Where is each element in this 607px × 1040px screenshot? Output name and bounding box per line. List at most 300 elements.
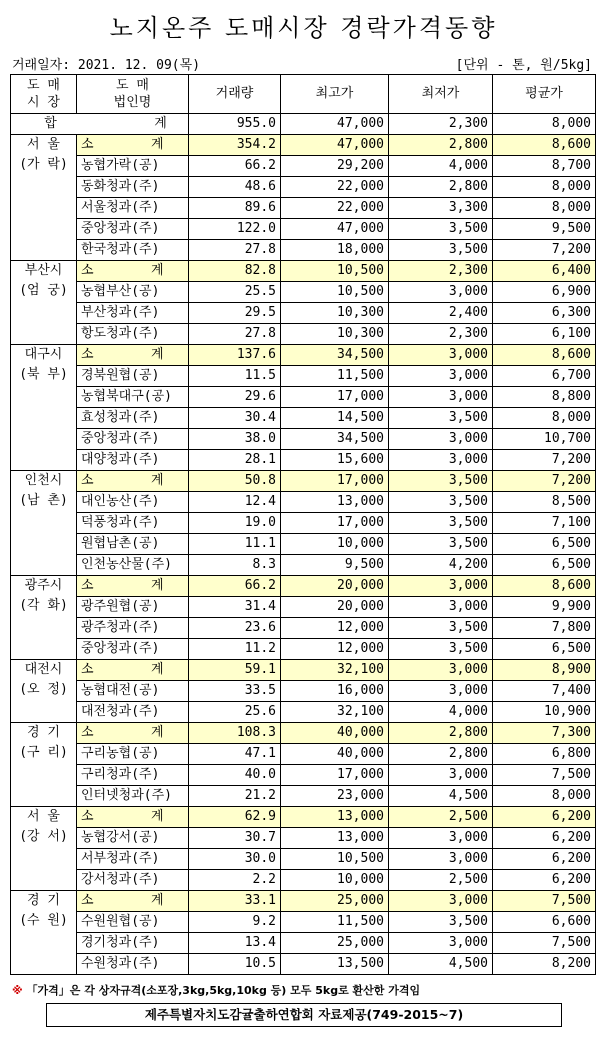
table-row	[11, 639, 596, 660]
subtotal-label	[77, 135, 189, 156]
market-name	[11, 723, 77, 807]
cell-avg: 8,900	[493, 660, 596, 681]
subtotal-row	[11, 807, 596, 828]
cell-max: 17,000	[281, 471, 389, 492]
subtotal-label	[77, 471, 189, 492]
cell-volume: 38.0	[189, 429, 281, 450]
market-name-line1: 광주시	[24, 578, 63, 593]
cell-volume: 25.6	[189, 702, 281, 723]
cell-max: 32,100	[281, 702, 389, 723]
table-row	[11, 387, 596, 408]
cell-avg: 6,700	[493, 366, 596, 387]
note-text: 「가격」은 각 상자규격(소포장,3kg,5kg,10kg 등) 모두 5kg로 환산한 가격임	[26, 984, 421, 997]
market-name-line2: (각 화)	[19, 598, 68, 613]
cell-max: 10,300	[281, 303, 389, 324]
cell-min: 3,000	[389, 660, 493, 681]
subtotal-label-b: 계	[151, 725, 164, 740]
cell-max: 17,000	[281, 387, 389, 408]
table-row	[11, 408, 596, 429]
corp-name: 중앙청과(주)	[77, 429, 189, 450]
cell-volume: 9.2	[189, 912, 281, 933]
cell-min: 4,000	[389, 702, 493, 723]
cell-volume: 137.6	[189, 345, 281, 366]
cell-volume: 50.8	[189, 471, 281, 492]
cell-min: 3,000	[389, 681, 493, 702]
table-row	[11, 765, 596, 786]
cell-min: 2,300	[389, 324, 493, 345]
total-label: 합 계	[11, 114, 189, 135]
table-row	[11, 933, 596, 954]
cell-min: 3,500	[389, 639, 493, 660]
cell-max: 10,500	[281, 261, 389, 282]
subtotal-label-a: 소	[81, 578, 94, 593]
cell-avg: 6,100	[493, 324, 596, 345]
table-row	[11, 219, 596, 240]
subtotal-row	[11, 345, 596, 366]
cell-max: 16,000	[281, 681, 389, 702]
market-name	[11, 891, 77, 975]
table-row	[11, 513, 596, 534]
cell-avg: 8,600	[493, 576, 596, 597]
cell-volume: 31.4	[189, 597, 281, 618]
corp-name: 농협대전(공)	[77, 681, 189, 702]
cell-avg: 7,800	[493, 618, 596, 639]
corp-name: 한국청과(주)	[77, 240, 189, 261]
market-name-line1: 경 기	[27, 725, 60, 740]
subtotal-row	[11, 261, 596, 282]
cell-min: 3,500	[389, 912, 493, 933]
total-volume: 955.0	[189, 114, 281, 135]
header-volume: 거래량	[189, 75, 281, 114]
table-row	[11, 618, 596, 639]
cell-max: 10,500	[281, 849, 389, 870]
cell-min: 4,000	[389, 156, 493, 177]
cell-max: 47,000	[281, 219, 389, 240]
cell-min: 3,000	[389, 597, 493, 618]
cell-max: 20,000	[281, 576, 389, 597]
market-name-line1: 부산시	[24, 263, 63, 278]
cell-max: 17,000	[281, 765, 389, 786]
market-name	[11, 471, 77, 576]
cell-max: 12,000	[281, 618, 389, 639]
subtotal-label	[77, 891, 189, 912]
cell-max: 23,000	[281, 786, 389, 807]
total-avg: 8,000	[493, 114, 596, 135]
corp-name: 중앙청과(주)	[77, 639, 189, 660]
cell-avg: 8,700	[493, 156, 596, 177]
table-row	[11, 954, 596, 975]
subtotal-label-a: 소	[81, 893, 94, 908]
cell-volume: 11.5	[189, 366, 281, 387]
header-max: 최고가	[281, 75, 389, 114]
subtotal-label-b: 계	[151, 809, 164, 824]
cell-max: 34,500	[281, 429, 389, 450]
subtotal-label-a: 소	[81, 263, 94, 278]
cell-volume: 12.4	[189, 492, 281, 513]
cell-volume: 30.4	[189, 408, 281, 429]
cell-min: 2,500	[389, 807, 493, 828]
cell-volume: 27.8	[189, 240, 281, 261]
cell-volume: 48.6	[189, 177, 281, 198]
cell-volume: 28.1	[189, 450, 281, 471]
market-name-line2: (수 원)	[19, 913, 68, 928]
header-market: 도 매 시 장	[11, 75, 77, 114]
table-meta	[12, 54, 592, 72]
cell-max: 15,600	[281, 450, 389, 471]
cell-volume: 89.6	[189, 198, 281, 219]
cell-volume: 30.0	[189, 849, 281, 870]
subtotal-label-b: 계	[151, 893, 164, 908]
table-row	[11, 429, 596, 450]
market-name	[11, 660, 77, 723]
cell-volume: 23.6	[189, 618, 281, 639]
table-row	[11, 702, 596, 723]
cell-min: 3,500	[389, 618, 493, 639]
market-name-line1: 대전시	[24, 662, 63, 677]
subtotal-label-b: 계	[151, 263, 164, 278]
cell-avg: 10,900	[493, 702, 596, 723]
cell-avg: 6,500	[493, 534, 596, 555]
table-row	[11, 534, 596, 555]
cell-min: 4,500	[389, 954, 493, 975]
cell-volume: 47.1	[189, 744, 281, 765]
subtotal-label	[77, 660, 189, 681]
subtotal-label-b: 계	[151, 662, 164, 677]
cell-volume: 11.1	[189, 534, 281, 555]
subtotal-label	[77, 345, 189, 366]
cell-avg: 7,500	[493, 933, 596, 954]
cell-volume: 66.2	[189, 156, 281, 177]
market-name-line1: 경 기	[27, 893, 60, 908]
corp-name: 인터넷청과(주)	[77, 786, 189, 807]
cell-avg: 6,200	[493, 849, 596, 870]
subtotal-label	[77, 807, 189, 828]
table-row	[11, 366, 596, 387]
cell-avg: 8,500	[493, 492, 596, 513]
table-row	[11, 597, 596, 618]
cell-min: 3,000	[389, 576, 493, 597]
cell-min: 3,000	[389, 345, 493, 366]
cell-max: 11,500	[281, 912, 389, 933]
corp-name: 대인농산(주)	[77, 492, 189, 513]
corp-name: 농협강서(공)	[77, 828, 189, 849]
table-row	[11, 744, 596, 765]
market-name	[11, 345, 77, 471]
cell-min: 3,000	[389, 933, 493, 954]
subtotal-label-a: 소	[81, 662, 94, 677]
cell-volume: 33.1	[189, 891, 281, 912]
cell-max: 14,500	[281, 408, 389, 429]
cell-max: 40,000	[281, 744, 389, 765]
price-table	[10, 74, 596, 975]
subtotal-row	[11, 135, 596, 156]
cell-avg: 8,000	[493, 408, 596, 429]
corp-name: 구리청과(주)	[77, 765, 189, 786]
cell-volume: 21.2	[189, 786, 281, 807]
cell-volume: 10.5	[189, 954, 281, 975]
corp-name: 수원원협(공)	[77, 912, 189, 933]
corp-name: 부산청과(주)	[77, 303, 189, 324]
cell-volume: 8.3	[189, 555, 281, 576]
cell-min: 3,500	[389, 492, 493, 513]
trade-date: 거래일자: 2021. 12. 09(목)	[12, 58, 201, 73]
table-row	[11, 177, 596, 198]
cell-avg: 7,500	[493, 765, 596, 786]
cell-avg: 6,500	[493, 555, 596, 576]
cell-volume: 354.2	[189, 135, 281, 156]
subtotal-row	[11, 660, 596, 681]
cell-max: 10,500	[281, 282, 389, 303]
cell-avg: 6,500	[493, 639, 596, 660]
cell-avg: 9,900	[493, 597, 596, 618]
corp-name: 수원청과(주)	[77, 954, 189, 975]
subtotal-label-b: 계	[151, 137, 164, 152]
market-name-line2: (엄 궁)	[19, 283, 68, 298]
subtotal-label-b: 계	[151, 578, 164, 593]
table-row	[11, 870, 596, 891]
subtotal-label	[77, 723, 189, 744]
corp-name: 항도청과(주)	[77, 324, 189, 345]
cell-min: 2,800	[389, 177, 493, 198]
table-row	[11, 492, 596, 513]
cell-max: 13,500	[281, 954, 389, 975]
subtotal-row	[11, 723, 596, 744]
cell-min: 2,800	[389, 135, 493, 156]
cell-avg: 7,500	[493, 891, 596, 912]
cell-min: 3,500	[389, 471, 493, 492]
subtotal-label-b: 계	[151, 473, 164, 488]
cell-max: 25,000	[281, 891, 389, 912]
cell-avg: 6,900	[493, 282, 596, 303]
subtotal-row	[11, 471, 596, 492]
cell-volume: 29.6	[189, 387, 281, 408]
cell-max: 11,500	[281, 366, 389, 387]
header-min: 최저가	[389, 75, 493, 114]
corp-name: 농협북대구(공)	[77, 387, 189, 408]
cell-min: 2,500	[389, 870, 493, 891]
cell-min: 3,000	[389, 828, 493, 849]
subtotal-label-a: 소	[81, 137, 94, 152]
table-row	[11, 912, 596, 933]
cell-avg: 8,000	[493, 177, 596, 198]
cell-volume: 11.2	[189, 639, 281, 660]
cell-max: 13,000	[281, 807, 389, 828]
cell-min: 3,000	[389, 849, 493, 870]
cell-avg: 7,400	[493, 681, 596, 702]
cell-avg: 8,200	[493, 954, 596, 975]
cell-volume: 30.7	[189, 828, 281, 849]
table-row	[11, 156, 596, 177]
corp-name: 서부청과(주)	[77, 849, 189, 870]
cell-max: 13,000	[281, 828, 389, 849]
cell-max: 13,000	[281, 492, 389, 513]
corp-name: 대전청과(주)	[77, 702, 189, 723]
market-name-line2: (구 리)	[19, 745, 68, 760]
cell-min: 3,000	[389, 366, 493, 387]
table-row	[11, 198, 596, 219]
cell-min: 4,200	[389, 555, 493, 576]
table-row	[11, 240, 596, 261]
corp-name: 농협부산(공)	[77, 282, 189, 303]
corp-name: 농협가락(공)	[77, 156, 189, 177]
cell-min: 3,000	[389, 765, 493, 786]
market-name-line2: (강 서)	[19, 829, 68, 844]
cell-volume: 27.8	[189, 324, 281, 345]
cell-max: 17,000	[281, 513, 389, 534]
corp-name: 경기청과(주)	[77, 933, 189, 954]
cell-avg: 9,500	[493, 219, 596, 240]
cell-min: 2,800	[389, 744, 493, 765]
corp-name: 광주원협(공)	[77, 597, 189, 618]
cell-max: 32,100	[281, 660, 389, 681]
cell-avg: 8,000	[493, 198, 596, 219]
table-row	[11, 786, 596, 807]
cell-max: 34,500	[281, 345, 389, 366]
subtotal-row	[11, 891, 596, 912]
header-row	[11, 75, 596, 114]
cell-min: 3,300	[389, 198, 493, 219]
market-name-line2: (가 락)	[19, 157, 68, 172]
cell-volume: 33.5	[189, 681, 281, 702]
cell-max: 20,000	[281, 597, 389, 618]
total-max: 47,000	[281, 114, 389, 135]
market-name-line2: (북 부)	[19, 367, 68, 382]
cell-avg: 7,200	[493, 240, 596, 261]
table-row	[11, 303, 596, 324]
subtotal-label-a: 소	[81, 725, 94, 740]
cell-avg: 6,800	[493, 744, 596, 765]
subtotal-label	[77, 261, 189, 282]
footnote	[12, 982, 420, 998]
cell-min: 3,000	[389, 429, 493, 450]
table-row	[11, 828, 596, 849]
cell-min: 2,400	[389, 303, 493, 324]
total-min: 2,300	[389, 114, 493, 135]
subtotal-row	[11, 576, 596, 597]
cell-avg: 8,600	[493, 135, 596, 156]
corp-name: 서울청과(주)	[77, 198, 189, 219]
subtotal-label-a: 소	[81, 347, 94, 362]
market-name-line2: (남 촌)	[19, 493, 68, 508]
subtotal-label-a: 소	[81, 473, 94, 488]
cell-avg: 6,600	[493, 912, 596, 933]
cell-volume: 62.9	[189, 807, 281, 828]
cell-min: 2,300	[389, 261, 493, 282]
cell-min: 3,000	[389, 387, 493, 408]
market-name	[11, 807, 77, 891]
cell-max: 22,000	[281, 198, 389, 219]
cell-min: 2,800	[389, 723, 493, 744]
cell-avg: 10,700	[493, 429, 596, 450]
cell-volume: 25.5	[189, 282, 281, 303]
total-row	[11, 114, 596, 135]
cell-avg: 8,600	[493, 345, 596, 366]
market-name	[11, 135, 77, 261]
corp-name: 원협남촌(공)	[77, 534, 189, 555]
table-row	[11, 849, 596, 870]
cell-min: 3,000	[389, 450, 493, 471]
table-row	[11, 282, 596, 303]
cell-min: 3,000	[389, 891, 493, 912]
cell-avg: 6,200	[493, 807, 596, 828]
source-box: 제주특별자치도감귤출하연합회 자료제공(749-2015~7)	[46, 1003, 562, 1027]
cell-max: 29,200	[281, 156, 389, 177]
cell-max: 40,000	[281, 723, 389, 744]
market-name-line1: 서 울	[27, 809, 60, 824]
cell-min: 3,500	[389, 513, 493, 534]
corp-name: 대양청과(주)	[77, 450, 189, 471]
note-mark: ※	[12, 984, 23, 997]
cell-volume: 40.0	[189, 765, 281, 786]
cell-volume: 29.5	[189, 303, 281, 324]
cell-max: 18,000	[281, 240, 389, 261]
subtotal-label-a: 소	[81, 809, 94, 824]
cell-volume: 59.1	[189, 660, 281, 681]
corp-name: 중앙청과(주)	[77, 219, 189, 240]
market-name-line1: 인천시	[24, 473, 63, 488]
cell-max: 12,000	[281, 639, 389, 660]
cell-min: 3,000	[389, 282, 493, 303]
cell-avg: 8,000	[493, 786, 596, 807]
cell-max: 9,500	[281, 555, 389, 576]
cell-avg: 7,200	[493, 471, 596, 492]
cell-max: 22,000	[281, 177, 389, 198]
market-name	[11, 576, 77, 660]
cell-avg: 6,300	[493, 303, 596, 324]
corp-name: 광주청과(주)	[77, 618, 189, 639]
cell-volume: 122.0	[189, 219, 281, 240]
subtotal-label-b: 계	[151, 347, 164, 362]
cell-avg: 6,200	[493, 870, 596, 891]
market-name-line1: 대구시	[24, 347, 63, 362]
corp-name: 강서청과(주)	[77, 870, 189, 891]
cell-avg: 7,300	[493, 723, 596, 744]
cell-volume: 2.2	[189, 870, 281, 891]
corp-name: 구리농협(공)	[77, 744, 189, 765]
corp-name: 동화청과(주)	[77, 177, 189, 198]
cell-volume: 19.0	[189, 513, 281, 534]
cell-min: 3,500	[389, 408, 493, 429]
cell-min: 3,500	[389, 219, 493, 240]
cell-max: 25,000	[281, 933, 389, 954]
cell-max: 47,000	[281, 135, 389, 156]
cell-avg: 7,200	[493, 450, 596, 471]
cell-avg: 6,400	[493, 261, 596, 282]
corp-name: 덕풍청과(주)	[77, 513, 189, 534]
unit-label: [단위 - 톤, 원/5kg]	[455, 58, 592, 73]
cell-min: 3,500	[389, 240, 493, 261]
subtotal-label	[77, 576, 189, 597]
corp-name: 효성청과(주)	[77, 408, 189, 429]
cell-volume: 66.2	[189, 576, 281, 597]
cell-avg: 6,200	[493, 828, 596, 849]
cell-min: 4,500	[389, 786, 493, 807]
table-row	[11, 324, 596, 345]
table-row	[11, 681, 596, 702]
corp-name: 경북원협(공)	[77, 366, 189, 387]
corp-name: 인천농산물(주)	[77, 555, 189, 576]
cell-avg: 7,100	[493, 513, 596, 534]
cell-volume: 13.4	[189, 933, 281, 954]
cell-avg: 8,800	[493, 387, 596, 408]
table-row	[11, 450, 596, 471]
page-title: 노지온주 도매시장 경락가격동향	[109, 14, 498, 42]
cell-max: 10,000	[281, 870, 389, 891]
cell-volume: 108.3	[189, 723, 281, 744]
cell-volume: 82.8	[189, 261, 281, 282]
cell-max: 10,000	[281, 534, 389, 555]
header-corp: 도 매 법인명	[77, 75, 189, 114]
